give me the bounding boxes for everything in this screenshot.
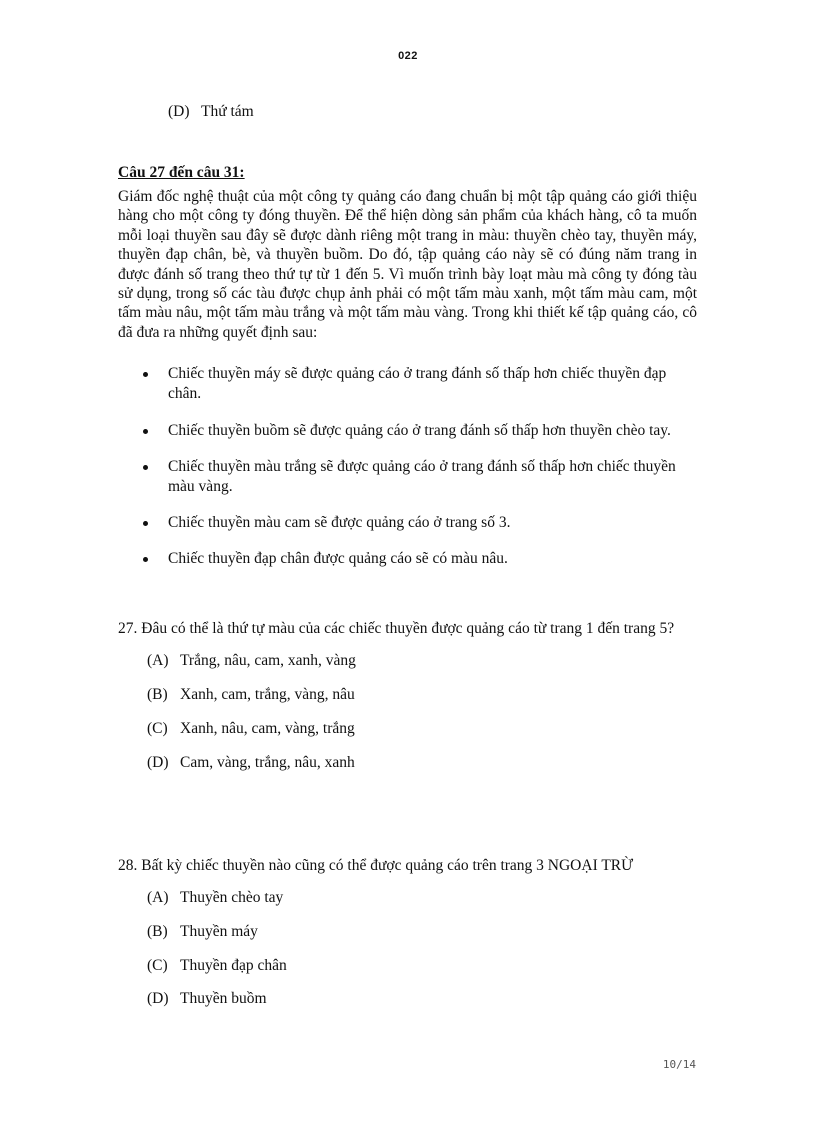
rule-item <box>140 513 700 533</box>
rule-text: Chiếc thuyền máy sẽ được quảng cáo ở trang đánh số thấp hơn chiếc thuyền đạp chân. <box>168 365 667 402</box>
rule-text: Chiếc thuyền màu cam sẽ được quảng cáo ở trang số 3. <box>168 514 511 531</box>
question-28-option-b <box>147 922 258 942</box>
option-letter: (D) <box>147 990 169 1007</box>
bullet-icon <box>140 364 152 384</box>
option-letter: (A) <box>147 889 169 906</box>
option-text: Thuyền buồm <box>180 990 267 1007</box>
option-text: Cam, vàng, trắng, nâu, xanh <box>180 754 355 771</box>
question-27-option-c <box>147 719 355 739</box>
bullet-icon <box>140 457 152 477</box>
page-number: 10/14 <box>662 1058 696 1071</box>
question-28-option-d <box>147 989 267 1009</box>
question-28: 28. Bất kỳ chiếc thuyền nào cũng có thể được quảng cáo trên trang 3 NGOẠI TRỪ <box>118 857 634 874</box>
option-text: Thuyền đạp chân <box>180 957 287 974</box>
option-letter: (D) <box>147 754 169 771</box>
option-letter: (C) <box>147 720 168 737</box>
rule-item <box>140 364 700 404</box>
question-27-option-d <box>147 753 355 773</box>
rule-item <box>140 457 700 497</box>
rule-text: Chiếc thuyền màu trắng sẽ được quảng cáo ở trang đánh số thấp hơn chiếc thuyền màu vàng. <box>168 458 676 495</box>
option-letter: (B) <box>147 923 168 940</box>
option-text: Xanh, nâu, cam, vàng, trắng <box>180 720 355 737</box>
rule-text: Chiếc thuyền đạp chân được quảng cáo sẽ có màu nâu. <box>168 550 508 567</box>
rule-item <box>140 549 700 569</box>
question-28-option-c <box>147 956 287 976</box>
option-letter: (D) <box>168 103 190 120</box>
section-intro: Giám đốc nghệ thuật của một công ty quảng cáo đang chuẩn bị một tập quảng cáo giới thiệu hàng cho một công ty đóng thuyền. Để thể hiện dòng sản phẩm của khách hàng, cô ta muốn mỗi loại thuyền sau đây sẽ được dành riêng một trang in màu: thuyền chèo tay, thuyền máy, thuyền đạp chân, bè, và thuyền buồm. Do đó, tập quảng cáo này sẽ có đúng năm trang in được đánh số trang theo thứ tự từ 1 đến 5. Vì muốn trình bày loạt màu mà công ty đóng tàu sử dụng, trong số các tàu được chụp ảnh phải có một tấm màu xanh, một tấm màu cam, một tấm màu nâu, một tấm màu trắng và một tấm màu vàng. Trong khi thiết kế tập quảng cáo, cô đã đưa ra những quyết định sau: <box>118 188 697 341</box>
option-text: Thuyền chèo tay <box>180 889 284 906</box>
option-letter: (B) <box>147 686 168 703</box>
bullet-icon <box>140 513 152 533</box>
option-letter: (C) <box>147 957 168 974</box>
option-letter: (A) <box>147 652 169 669</box>
section-title: Câu 27 đến câu 31: <box>118 164 245 181</box>
rule-text: Chiếc thuyền buồm sẽ được quảng cáo ở trang đánh số thấp hơn thuyền chèo tay. <box>168 422 671 439</box>
option-text: Xanh, cam, trắng, vàng, nâu <box>180 686 355 703</box>
option-text: Trắng, nâu, cam, xanh, vàng <box>180 652 356 669</box>
bullet-icon <box>140 549 152 569</box>
question-27-option-a <box>147 651 356 671</box>
question-27: 27. Đâu có thể là thứ tự màu của các chiếc thuyền được quảng cáo từ trang 1 đến trang 5? <box>118 620 675 637</box>
option-text: Thứ tám <box>201 103 254 120</box>
question-27-option-b <box>147 685 355 705</box>
question-28-option-a <box>147 888 283 908</box>
document-code: 022 <box>398 50 418 62</box>
rule-item <box>140 421 700 441</box>
option-text: Thuyền máy <box>180 923 258 940</box>
bullet-icon <box>140 421 152 441</box>
previous-question-option-d <box>168 102 254 122</box>
